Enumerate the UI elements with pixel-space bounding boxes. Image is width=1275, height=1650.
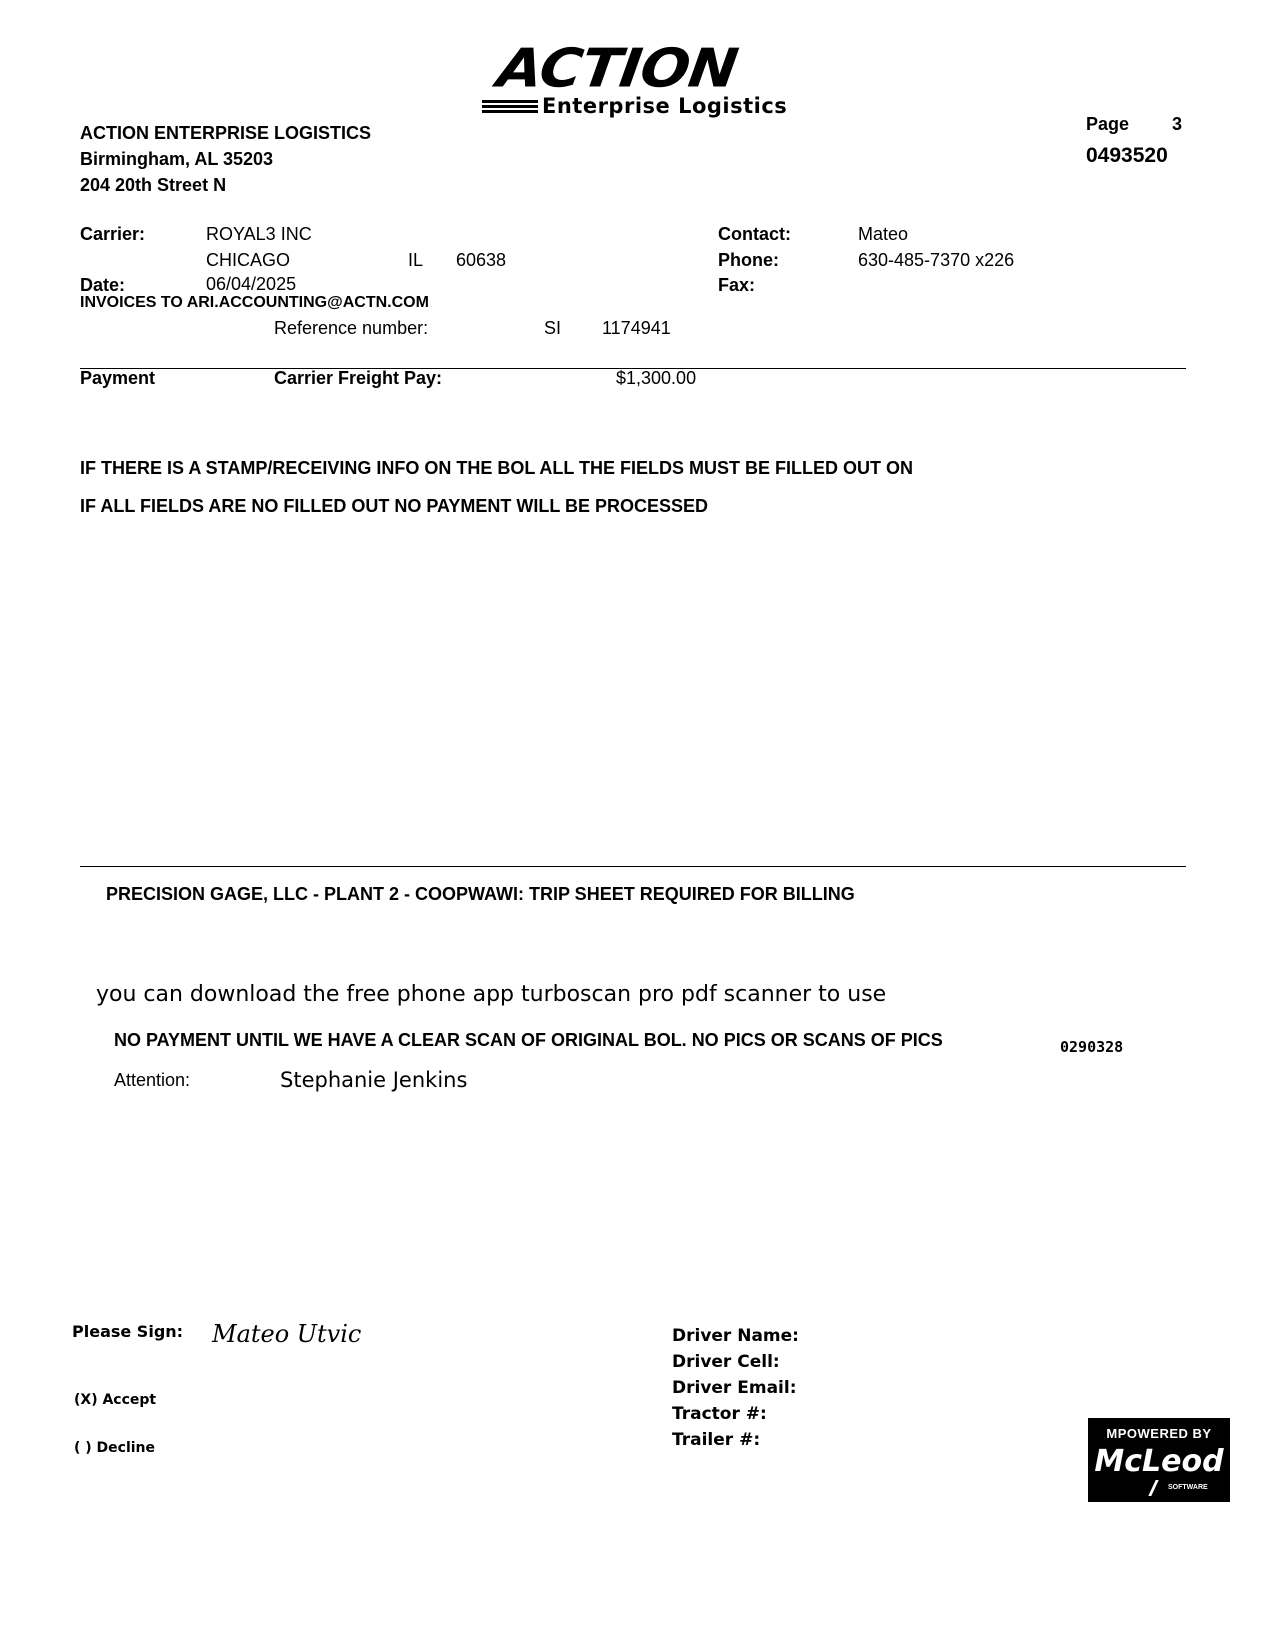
carrier-city: CHICAGO [206,250,291,270]
reference-label: Reference number: [274,318,429,338]
notice-line: IF ALL FIELDS ARE NO FILLED OUT NO PAYMENT WILL BE PROCESSED [80,496,709,516]
decline-option: ( ) Decline [74,1440,156,1456]
freight-pay-label: Carrier Freight Pay: [274,368,443,388]
please-sign-label: Please Sign: [72,1322,184,1341]
carrier-state: IL [408,250,424,270]
precision-note: PRECISION GAGE, LLC - PLANT 2 - COOPWAWI: TRIP SHEET REQUIRED FOR BILLING [106,884,855,904]
invoices-line: INVOICES TO ARI.ACCOUNTING@ACTN.COM [80,294,429,311]
scan-note: NO PAYMENT UNTIL WE HAVE A CLEAR SCAN OF ORIGINAL BOL. NO PICS OR SCANS OF PICS [114,1030,943,1050]
carrier-zip: 60638 [456,250,507,270]
carrier-name: ROYAL3 INC [206,224,312,244]
notice-line: IF THERE IS A STAMP/RECEIVING INFO ON THE BOL ALL THE FIELDS MUST BE FILLED OUT ON [80,458,914,478]
mcleod-badge [1088,1418,1230,1502]
logo-subtitle: Enterprise Logistics [542,94,788,118]
accept-option: (X) Accept [74,1392,157,1408]
document-number: 0493520 [1086,144,1168,167]
signature: Mateo Utvic [212,1320,362,1348]
contact-label: Contact: [718,224,791,244]
payment-label: Payment [80,368,156,388]
divider-middle [80,866,1186,867]
badge-sub-text: SOFTWARE [1168,1484,1208,1491]
badge-top-text: MPOWERED BY [1106,1426,1212,1441]
badge-slash-mark [1148,1480,1158,1496]
logo-speed-lines [482,100,538,115]
reference-type: SI [544,318,562,338]
app-note: you can download the free phone app turboscan pro pdf scanner to use [96,982,887,1007]
tractor-label: Tractor #: [672,1404,767,1424]
company-city-line: Birmingham, AL 35203 [80,149,274,169]
reference-value: 1174941 [602,318,671,338]
badge-logo-text: McLeod [1094,1444,1224,1479]
logo-word: ACTION [493,36,742,100]
page-number: 3 [1172,114,1183,134]
company-street: 204 20th Street N [80,175,227,195]
date-label: Date: [80,275,126,295]
attention-label: Attention: [114,1070,191,1090]
action-logo [480,36,840,122]
contact-value: Mateo [858,224,909,244]
phone-value: 630-485-7370 x226 [858,250,1015,270]
page-label: Page [1086,114,1130,134]
date-value: 06/04/2025 [206,274,297,294]
company-name: ACTION ENTERPRISE LOGISTICS [80,123,372,143]
driver-cell-label: Driver Cell: [672,1352,780,1372]
freight-pay-amount: $1,300.00 [616,368,697,388]
driver-name-label: Driver Name: [672,1326,799,1346]
trailer-label: Trailer #: [672,1430,761,1450]
fax-label: Fax: [718,275,756,295]
attention-value: Stephanie Jenkins [280,1068,468,1092]
carrier-label: Carrier: [80,224,146,244]
driver-email-label: Driver Email: [672,1378,797,1398]
phone-label: Phone: [718,250,779,270]
scan-note-code: 0290328 [1060,1038,1124,1056]
